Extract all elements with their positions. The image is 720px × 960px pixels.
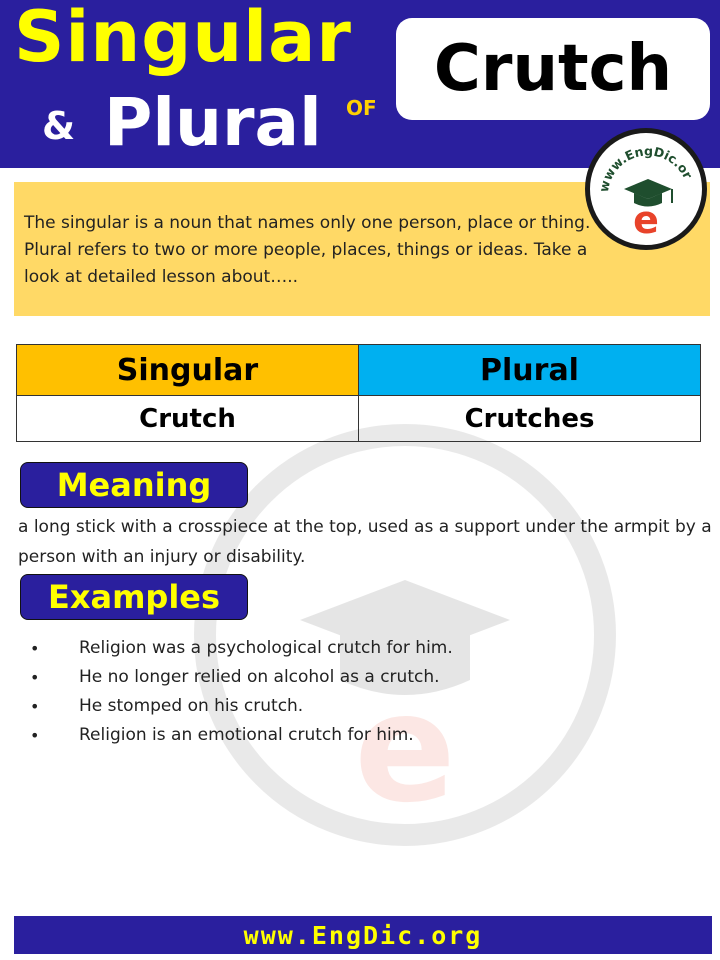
bullet: • <box>30 639 40 658</box>
singular-header: Singular <box>17 345 359 396</box>
plural-header: Plural <box>359 345 700 396</box>
singular-value: Crutch <box>17 396 359 442</box>
examples-list <box>30 634 690 750</box>
examples-label-pill <box>20 574 248 620</box>
meaning-text: a long stick with a crosspiece at the top, used as a support under the armpit by a person with an injury or disability. <box>18 517 712 567</box>
example-text: He no longer relied on alcohol as a crutch. <box>79 667 440 687</box>
singular-plural-table <box>16 344 701 442</box>
logo-text: www.EngDic.or <box>595 143 696 194</box>
graduation-cap-icon <box>624 179 672 199</box>
bullet: • <box>30 668 40 687</box>
footer-url[interactable]: www.EngDic.org <box>243 920 483 950</box>
bullet: • <box>30 726 40 745</box>
footer-banner <box>14 916 712 954</box>
meaning-label-pill <box>20 462 248 508</box>
logo-letter: e <box>633 198 659 242</box>
engdic-logo <box>585 128 707 250</box>
title-ampersand: & <box>42 104 76 148</box>
meaning-label: Meaning <box>56 466 212 504</box>
examples-label: Examples <box>47 578 221 616</box>
headword: Crutch <box>433 32 673 106</box>
intro-text: The singular is a noun that names only one person, place or thing. Plural refers to two or more people, places, things or ideas. Take a look at detailed lesson about….. <box>24 213 591 287</box>
logo-graphic-icon <box>590 133 702 245</box>
title-of: OF <box>346 96 377 120</box>
list-item <box>30 663 690 692</box>
bullet: • <box>30 697 40 716</box>
list-item <box>30 721 690 750</box>
list-item <box>30 634 690 663</box>
list-item <box>30 692 690 721</box>
example-text: He stomped on his crutch. <box>79 696 304 716</box>
svg-text:e: e <box>354 662 456 836</box>
example-text: Religion is an emotional crutch for him. <box>79 725 414 745</box>
word-box <box>396 18 710 120</box>
title-plural: Plural <box>104 84 322 161</box>
title-singular: Singular <box>14 0 352 78</box>
example-text: Religion was a psychological crutch for him. <box>79 638 453 658</box>
plural-value: Crutches <box>464 404 595 434</box>
